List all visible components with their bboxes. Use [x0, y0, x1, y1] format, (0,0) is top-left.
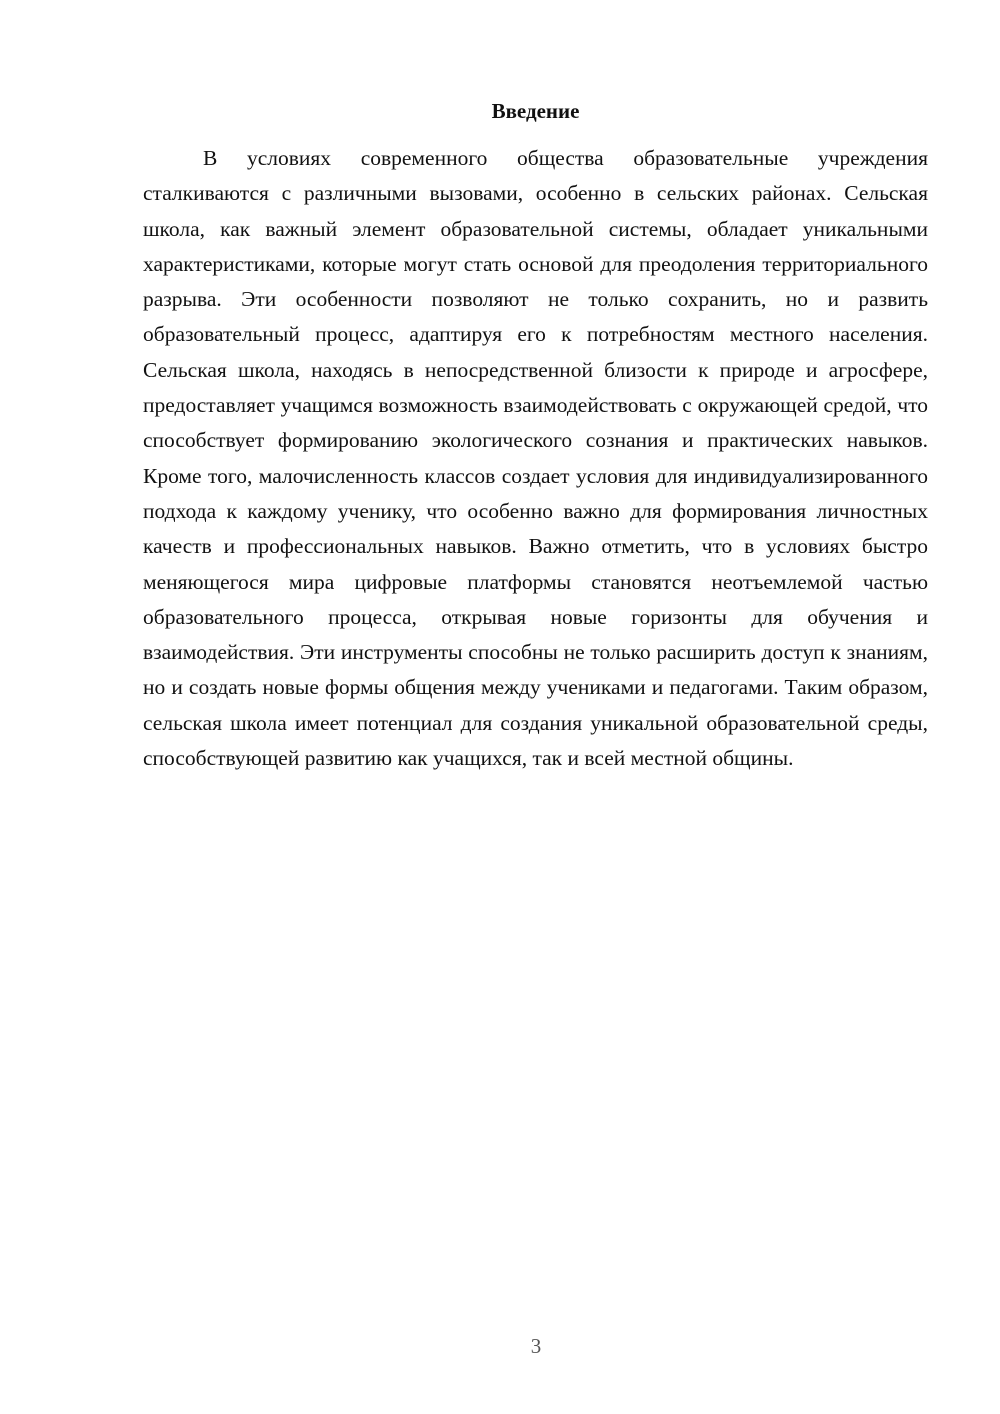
page-number: 3 — [530, 1334, 542, 1358]
body-paragraph: В условиях современного общества образовательные учреждения сталкиваются с различными вызовами, особенно в сельских районах. Сельская школа, как важный элемент образовательной системы, обладает уникальными характеристиками, которые могут стать основой для преодоления территориального разрыва. Эти особенности позволяют не только сохранить, но и развить образовательный процесс, адаптируя его к потребностям местного населения. Сельская школа, находясь в непосредственной близости к природе и агросфере, предоставляет учащимся возможность взаимодействовать с окружающей средой, что способствует формированию экологического сознания и практических навыков. Кроме того, малочисленность классов создает условия для индивидуализированного подхода к каждому ученику, что особенно важно для формирования личностных качеств и профессиональных навыков. Важно отметить, что в условиях быстро меняющегося мира цифровые платформы становятся неотъемлемой частью образовательного процесса, открывая новые горизонты для обучения и взаимодействия. Эти инструменты способны не только расширить доступ к знаниям, но и создать новые формы общения между учениками и педагогами. Таким образом, сельская школа имеет потенциал для создания уникальной образовательной среды, способствующей развитию как учащихся, так и всей местной общины. — [143, 146, 928, 771]
section-heading: Введение — [491, 99, 580, 123]
